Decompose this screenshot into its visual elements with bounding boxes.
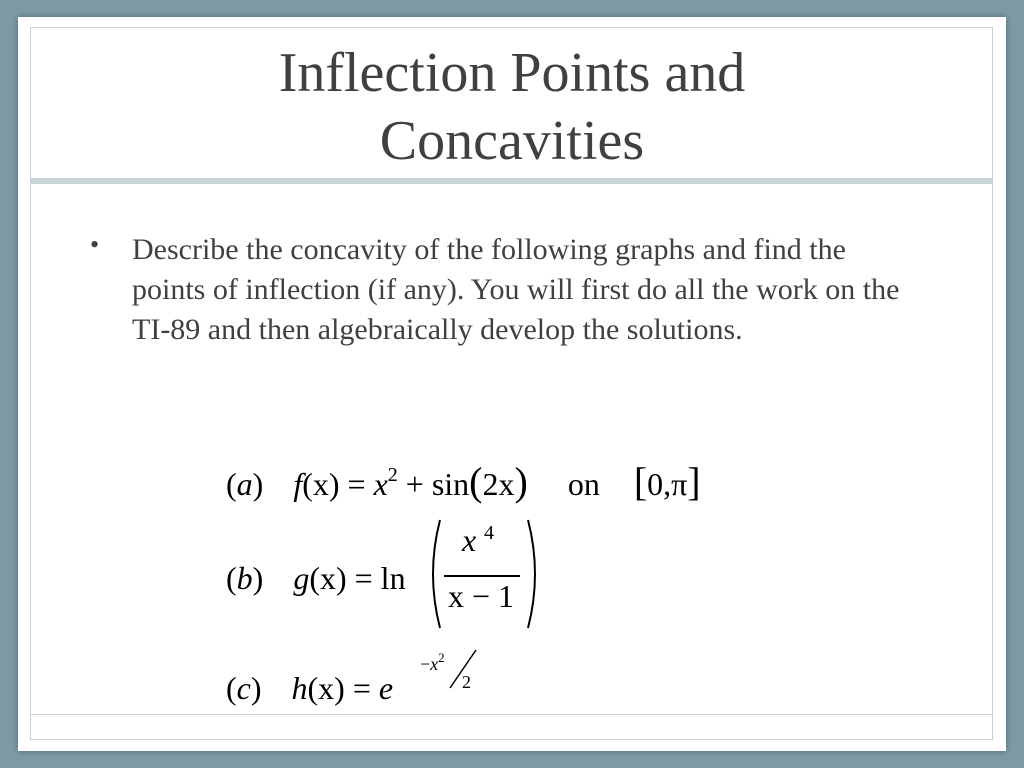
problem-a-bracket-open: [ [633, 459, 648, 504]
exponent-denominator: 2 [462, 672, 471, 692]
slide-title-line-2: Concavities [379, 110, 645, 172]
problem-c-exponent [420, 650, 445, 675]
problem-a-on: on [567, 466, 600, 502]
problem-c [226, 670, 393, 707]
problem-b-fraction [428, 518, 538, 628]
problem-a-paren-close: ) [514, 459, 528, 504]
problem-a-term: x [373, 466, 388, 502]
problem-a-label: (a) [226, 466, 264, 502]
slide-title [18, 39, 1006, 175]
problem-a-sin: + sin [397, 466, 470, 502]
problem-c-func: h [291, 670, 308, 706]
problem-b-func: g [293, 560, 310, 596]
problem-c-label: (c) [226, 670, 262, 706]
problem-a-lhs: (x) = [302, 466, 374, 502]
slide-title-line-1: Inflection Points and [278, 42, 746, 104]
footer-divider [30, 714, 993, 715]
exponent-var-power: 2 [438, 650, 445, 665]
bullet-marker: • [90, 230, 100, 259]
exponent-var: x [430, 654, 439, 674]
problem-a-exponent: 2 [387, 464, 398, 486]
problem-c-base: e [378, 670, 394, 706]
problem-b-numerator: x 4 [462, 522, 494, 558]
problem-a-func: f [293, 466, 303, 502]
title-divider [30, 178, 993, 184]
problem-a [226, 458, 701, 505]
problem-b-lhs: (x) = ln [309, 560, 406, 596]
problem-c-lhs: (x) = [307, 670, 379, 706]
exponent-sign: − [420, 654, 431, 674]
problem-a-bracket-close: ] [687, 459, 701, 504]
slide [18, 17, 1006, 751]
problem-a-interval: 0,π [647, 466, 688, 502]
fraction-bar [444, 575, 520, 577]
bullet-text: Describe the concavity of the following graphs and find the points of inflection (if any). You will first do all the work on the TI-89 and then algebraically develop the solutions. [132, 233, 900, 346]
problem-b [226, 560, 406, 597]
problem-a-arg: 2x [482, 466, 515, 502]
problem-a-paren-open: ( [469, 459, 483, 504]
problem-b-denominator: x − 1 [448, 578, 515, 614]
problem-b-label: (b) [226, 560, 264, 596]
